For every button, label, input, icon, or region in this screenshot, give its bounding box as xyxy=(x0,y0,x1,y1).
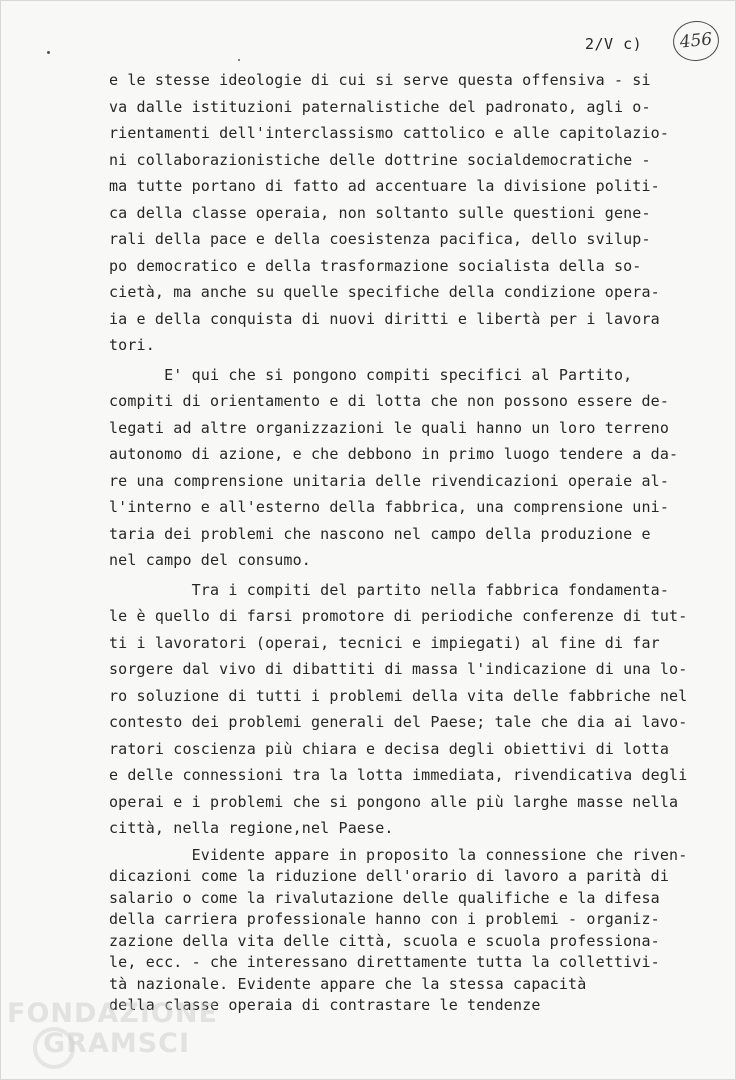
text-line: legati ad altre organizzazioni le quali hanno un loro terreno xyxy=(109,418,670,437)
watermark-line: FONDAZIONE xyxy=(7,998,218,1029)
text-line: ia e della conquista di nuovi diritti e libertà per i lavora xyxy=(109,309,660,328)
text-line: compiti di orientamento e di lotta che non possono essere de- xyxy=(109,392,670,410)
paragraph xyxy=(109,362,709,574)
text-line: contesto dei problemi generali del Paese; tale che dia ai lavo- xyxy=(109,713,688,731)
page-number-stamp: 456 xyxy=(671,19,721,64)
text-line: le, ecc. - che interessano direttamente tutta la collettivi- xyxy=(109,953,660,971)
section-reference: 2/V c) xyxy=(585,35,643,53)
text-line: cietà, ma anche su quelle specifiche della condizione opera- xyxy=(109,283,660,301)
text-line: Tra i compiti del partito nella fabbrica fondamenta- xyxy=(109,580,670,599)
text-line: ni collaborazionistiche delle dottrine socialdemocratiche - xyxy=(109,150,651,169)
text-line: re una comprensione unitaria delle rivendicazioni operaie al- xyxy=(109,471,670,490)
speck-mark xyxy=(238,59,240,61)
text-line: ma tutte portano di fatto ad accentuare la divisione politi- xyxy=(109,177,660,195)
text-line: dicazioni come la riduzione dell'orario di lavoro a parità di xyxy=(109,867,670,885)
watermark-line: GRAMSCI xyxy=(43,1028,191,1059)
text-line: va dalle istituzioni paternalistiche del padronato, agli o- xyxy=(109,97,651,116)
paragraph xyxy=(109,845,709,1017)
text-line: della classe operaia di contrastare le tendenze xyxy=(109,996,541,1014)
text-line: l'interno e all'esterno della fabbrica, una comprensione uni- xyxy=(109,498,670,516)
text-line: zazione della vita delle città, scuola e scuola professiona- xyxy=(109,931,660,950)
text-line: ro soluzione di tutti i problemi della vita delle fabbriche nel xyxy=(109,686,688,705)
text-line: E' qui che si pongono compiti specifici al Partito, xyxy=(109,365,633,384)
text-line: tà nazionale. Evidente appare che la stessa capacità xyxy=(109,974,587,993)
text-line: città, nella regione,nel Paese. xyxy=(109,819,394,837)
text-line: taria dei problemi che nascono nel campo della produzione e xyxy=(109,524,651,543)
text-line: rali della pace e della coesistenza pacifica, dello svilup- xyxy=(109,230,651,248)
typewritten-body xyxy=(109,67,709,1017)
paragraph xyxy=(109,577,709,842)
archive-watermark xyxy=(7,999,218,1059)
text-line: po democratico e della trasformazione socialista della so- xyxy=(109,256,642,275)
text-line: ti i lavoratori (operai, tecnici e impiegati) al fine di far xyxy=(109,633,660,652)
text-line: Evidente appare in proposito la connessione che riven- xyxy=(109,845,688,864)
text-line: nel campo del consumo. xyxy=(109,551,311,569)
text-line: le è quello di farsi promotore di periodiche conferenze di tut- xyxy=(109,607,688,625)
paragraph xyxy=(109,67,709,359)
text-line: ca della classe operaia, non soltanto sulle questioni gene- xyxy=(109,203,651,222)
text-line: sorgere dal vivo di dibattiti di massa l'indicazione di una lo- xyxy=(109,660,688,678)
text-line: tori. xyxy=(109,336,155,354)
text-line: ratori coscienza più chiara e decisa degli obiettivi di lotta xyxy=(109,739,670,758)
text-line: operai e i problemi che si pongono alle più larghe masse nella xyxy=(109,792,679,811)
text-line: salario o come la rivalutazione delle qualifiche e la difesa xyxy=(109,888,660,907)
text-line: e le stesse ideologie di cui si serve questa offensiva - si xyxy=(109,71,651,89)
text-line: e delle connessioni tra la lotta immediata, rivendicativa degli xyxy=(109,766,688,784)
text-line: autonomo di azione, e che debbono in primo luogo tendere a da- xyxy=(109,445,679,463)
text-line: della carriera professionale hanno con i problemi - organiz- xyxy=(109,910,660,928)
text-line: rientamenti dell'interclassismo cattolico e alle capitolazio- xyxy=(109,124,670,142)
speck-mark xyxy=(47,51,50,54)
